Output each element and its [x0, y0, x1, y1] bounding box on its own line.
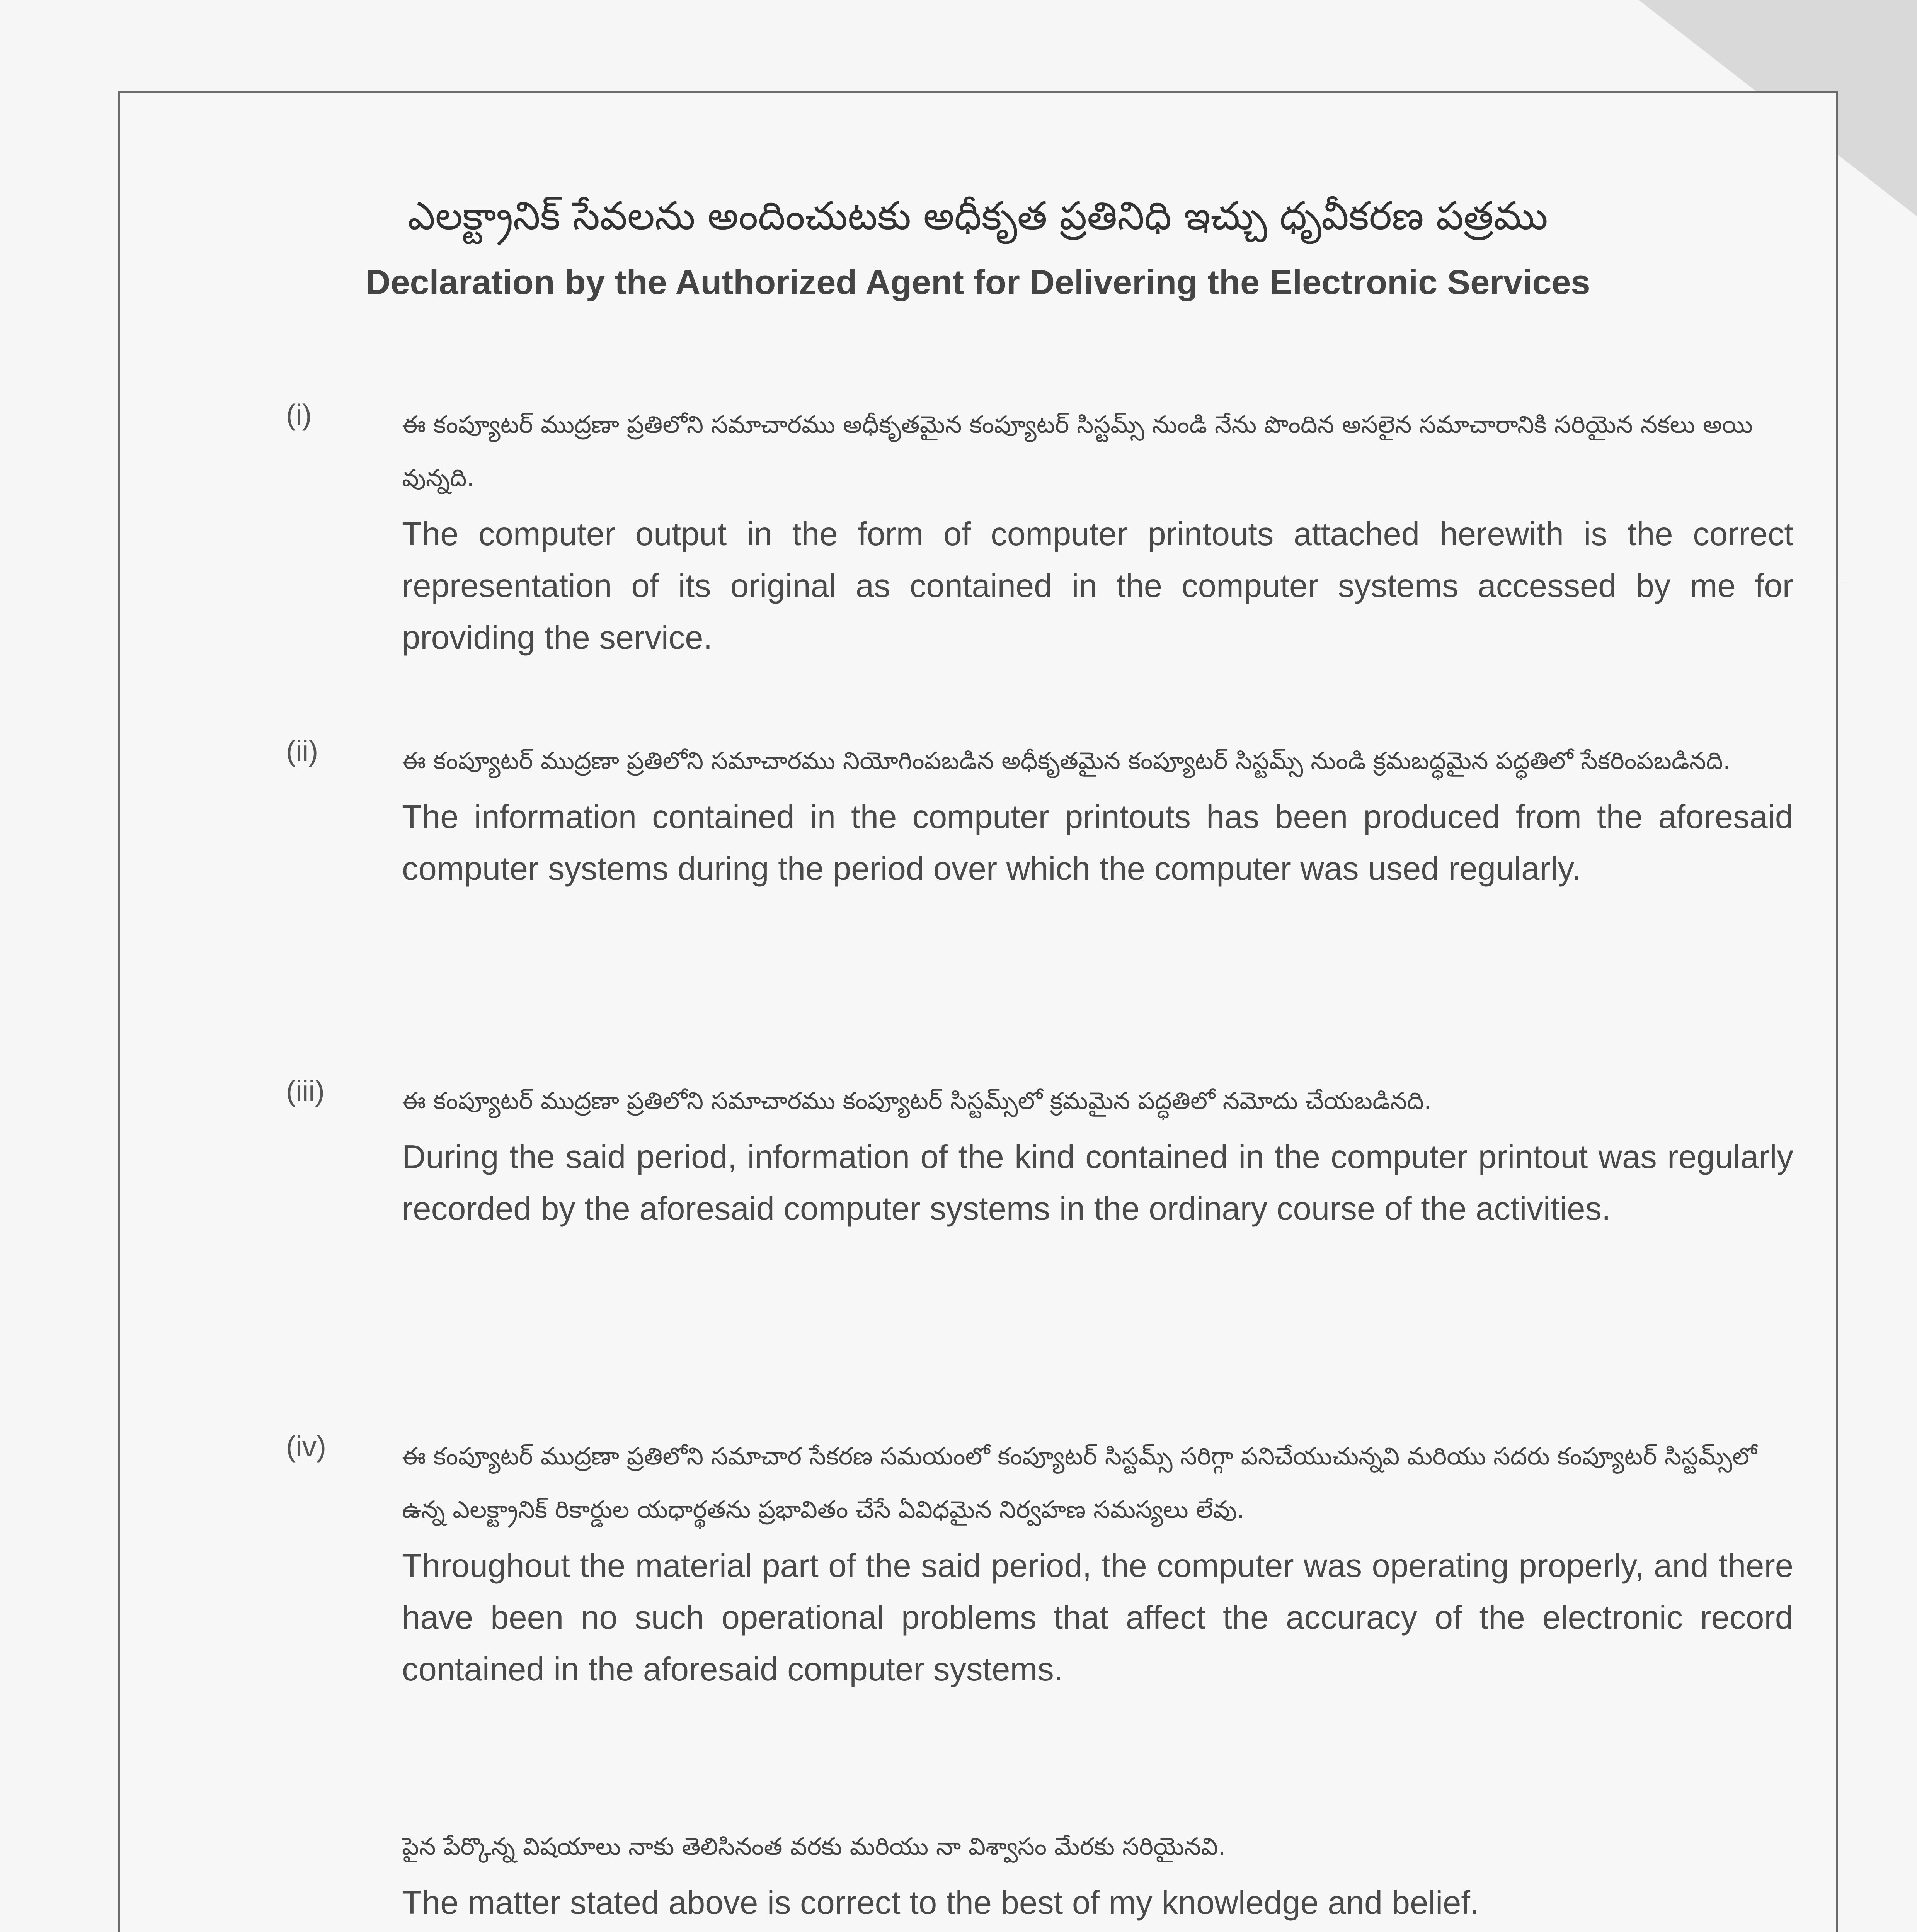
item-text-telugu: ఈ కంప్యూటర్ ముద్రణా ప్రతిలోని సమాచారము కంప్యూటర్ సిస్టమ్స్‌లో క్రమమైన పద్ధతిలో నమోదు చేయబడినది. — [402, 1087, 1432, 1115]
item-number: (iv) — [286, 1430, 327, 1463]
item-number: (i) — [286, 398, 312, 431]
item-text-telugu: ఈ కంప్యూటర్ ముద్రణా ప్రతిలోని సమాచారము అధీకృతమైన కంప్యూటర్ సిస్టమ్స్ నుండి నేను పొందిన అసలైన సమాచారానికి సరియైన నకలు అయి వున్నది. — [402, 410, 1753, 492]
item-number: (ii) — [286, 735, 318, 767]
item-text-telugu: ఈ కంప్యూటర్ ముద్రణా ప్రతిలోని సమాచార సేకరణ సమయంలో కంప్యూటర్ సిస్టమ్స్ సరిగ్గా పనిచేయుచున్నవి మరియు సదరు కంప్యూటర్ సిస్టమ్స్‌లో ఉన్న ఎలక్ట్రానిక్ రికార్డుల యధార్థతను ప్రభావితం చేసే ఏవిధమైన నిర్వహణ సమస్యలు లేవు. — [402, 1442, 1757, 1524]
title-english: Declaration by the Authorized Agent for Delivering the Electronic Services — [365, 263, 1590, 302]
declaration-frame — [118, 91, 1838, 1932]
declaration-item-1 — [286, 398, 1793, 664]
declaration-item-2 — [286, 734, 1793, 895]
item-number: (iii) — [286, 1075, 325, 1107]
item-text-telugu: ఈ కంప్యూటర్ ముద్రణా ప్రతిలోని సమాచారము నియోగింపబడిన అధీకృతమైన కంప్యూటర్ సిస్టమ్స్ నుండి క్రమబద్ధమైన పద్ధతిలో సేకరింపబడినది. — [402, 747, 1731, 775]
item-text-english: The computer output in the form of computer printouts attached herewith is the correct representation of its original as contained in the computer systems accessed by me for providing the service. — [402, 516, 1793, 656]
title-telugu: ఎలక్ట్రానిక్ సేవలను అందించుటకు అధీకృత ప్రతినిధి ఇచ్చు ధృవీకరణ పత్రము — [407, 193, 1548, 238]
closing-telugu: పైన పేర్కొన్న విషయాలు నాకు తెలిసినంత వరకు మరియు నా విశ్వాసం మేరకు సరియైనవి. — [402, 1832, 1226, 1861]
item-text-english: During the said period, information of the kind contained in the computer printout was regularly recorded by the aforesaid computer systems in the ordinary course of the activities. — [402, 1139, 1793, 1227]
declaration-item-4 — [286, 1430, 1793, 1696]
item-text-english: The information contained in the computer printouts has been produced from the aforesaid computer systems during the period over which the computer was used regularly. — [402, 799, 1793, 887]
closing-statement — [402, 1820, 1793, 1929]
declaration-item-3 — [286, 1074, 1793, 1235]
item-text-english: Throughout the material part of the said period, the computer was operating properly, and there have been no such operational problems that affect the accuracy of the electronic record contained in the aforesaid computer systems. — [402, 1548, 1793, 1688]
closing-english: The matter stated above is correct to the best of my knowledge and belief. — [402, 1884, 1479, 1921]
